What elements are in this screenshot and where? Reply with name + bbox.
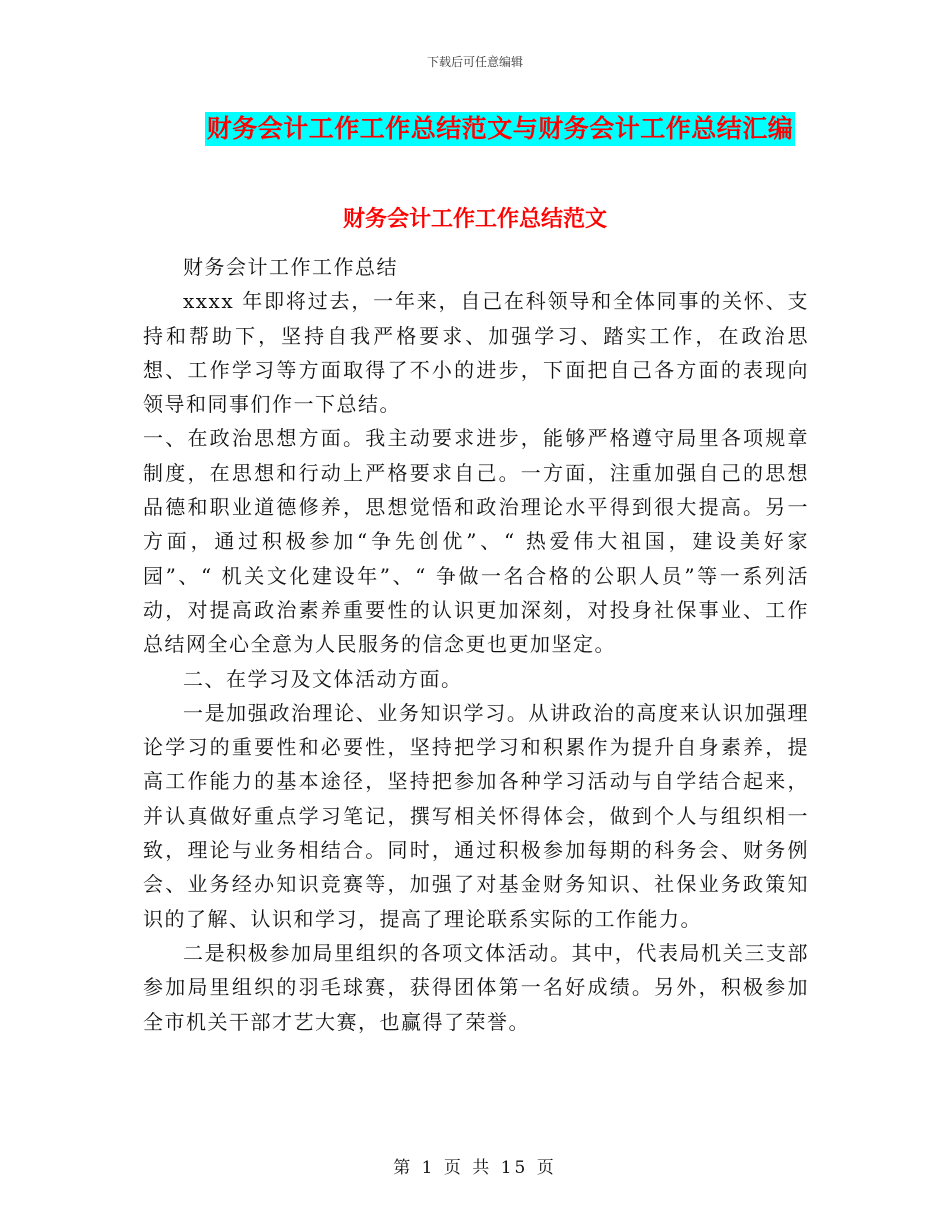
- header-note: 下载后可任意编辑: [426, 55, 523, 69]
- page-number: 第 1 页 共 15 页: [393, 1158, 557, 1178]
- paragraph-4: 一是加强政治理论、业务知识学习。从讲政治的高度来认识加强理论学习的重要性和必要性，坚持把学习和积累作为提升自身素养，提高工作能力的基本途径，坚持把参加各种学习活动与自学结合起来，并认真做好重点学习笔记，撰写相关怀得体会，做到个人与组织相一致，理论与业务相结合。同时，通过积极参加每期的科务会、财务例会、业务经办知识竞赛等，加强了对基金财务知识、社保业务政策知识的了解、认识和学习，提高了理论联系实际的工作能力。: [143, 700, 809, 931]
- document-title: 财务会计工作工作总结范文与财务会计工作总结汇编: [205, 112, 796, 146]
- paragraph-5: 二是积极参加局里组织的各项文体活动。其中，代表局机关三支部参加局里组织的羽毛球赛，获得团体第一名好成绩。另外，积极参加全市机关干部才艺大赛，也赢得了荣誉。: [143, 940, 809, 1034]
- section-title: 财务会计工作工作总结范文: [342, 207, 607, 232]
- paragraph-2: 一、在政治思想方面。我主动要求进步，能够严格遵守局里各项规章制度，在思想和行动上严格要求自己。一方面，注重加强自己的思想品德和职业道德修养，思想觉悟和政治理论水平得到很大提高。另一方面，通过积极参加“争先创优”、“ 热爱伟大祖国，建设美好家园”、“ 机关文化建设年”、“ 争做一名合格的公职人员”等一系列活动，对提高政治素养重要性的认识更加深刻，对投身社保事业、工作总结网全心全意为人民服务的信念更也更加坚定。: [143, 426, 809, 657]
- document-body: [143, 250, 809, 1039]
- document-title-wrap: [0, 112, 950, 146]
- paragraph-3: 二、在学习及文体活动方面。: [183, 666, 463, 691]
- paragraph-1: xxxx 年即将过去，一年来，自己在科领导和全体同事的关怀、支持和帮助下，坚持自我严格要求、加强学习、踏实工作，在政治思想、工作学习等方面取得了不小的进步，下面把自己各方面的表现向领导和同事们作一下总结。: [143, 289, 809, 417]
- paragraph-0: 财务会计工作工作总结: [183, 255, 398, 279]
